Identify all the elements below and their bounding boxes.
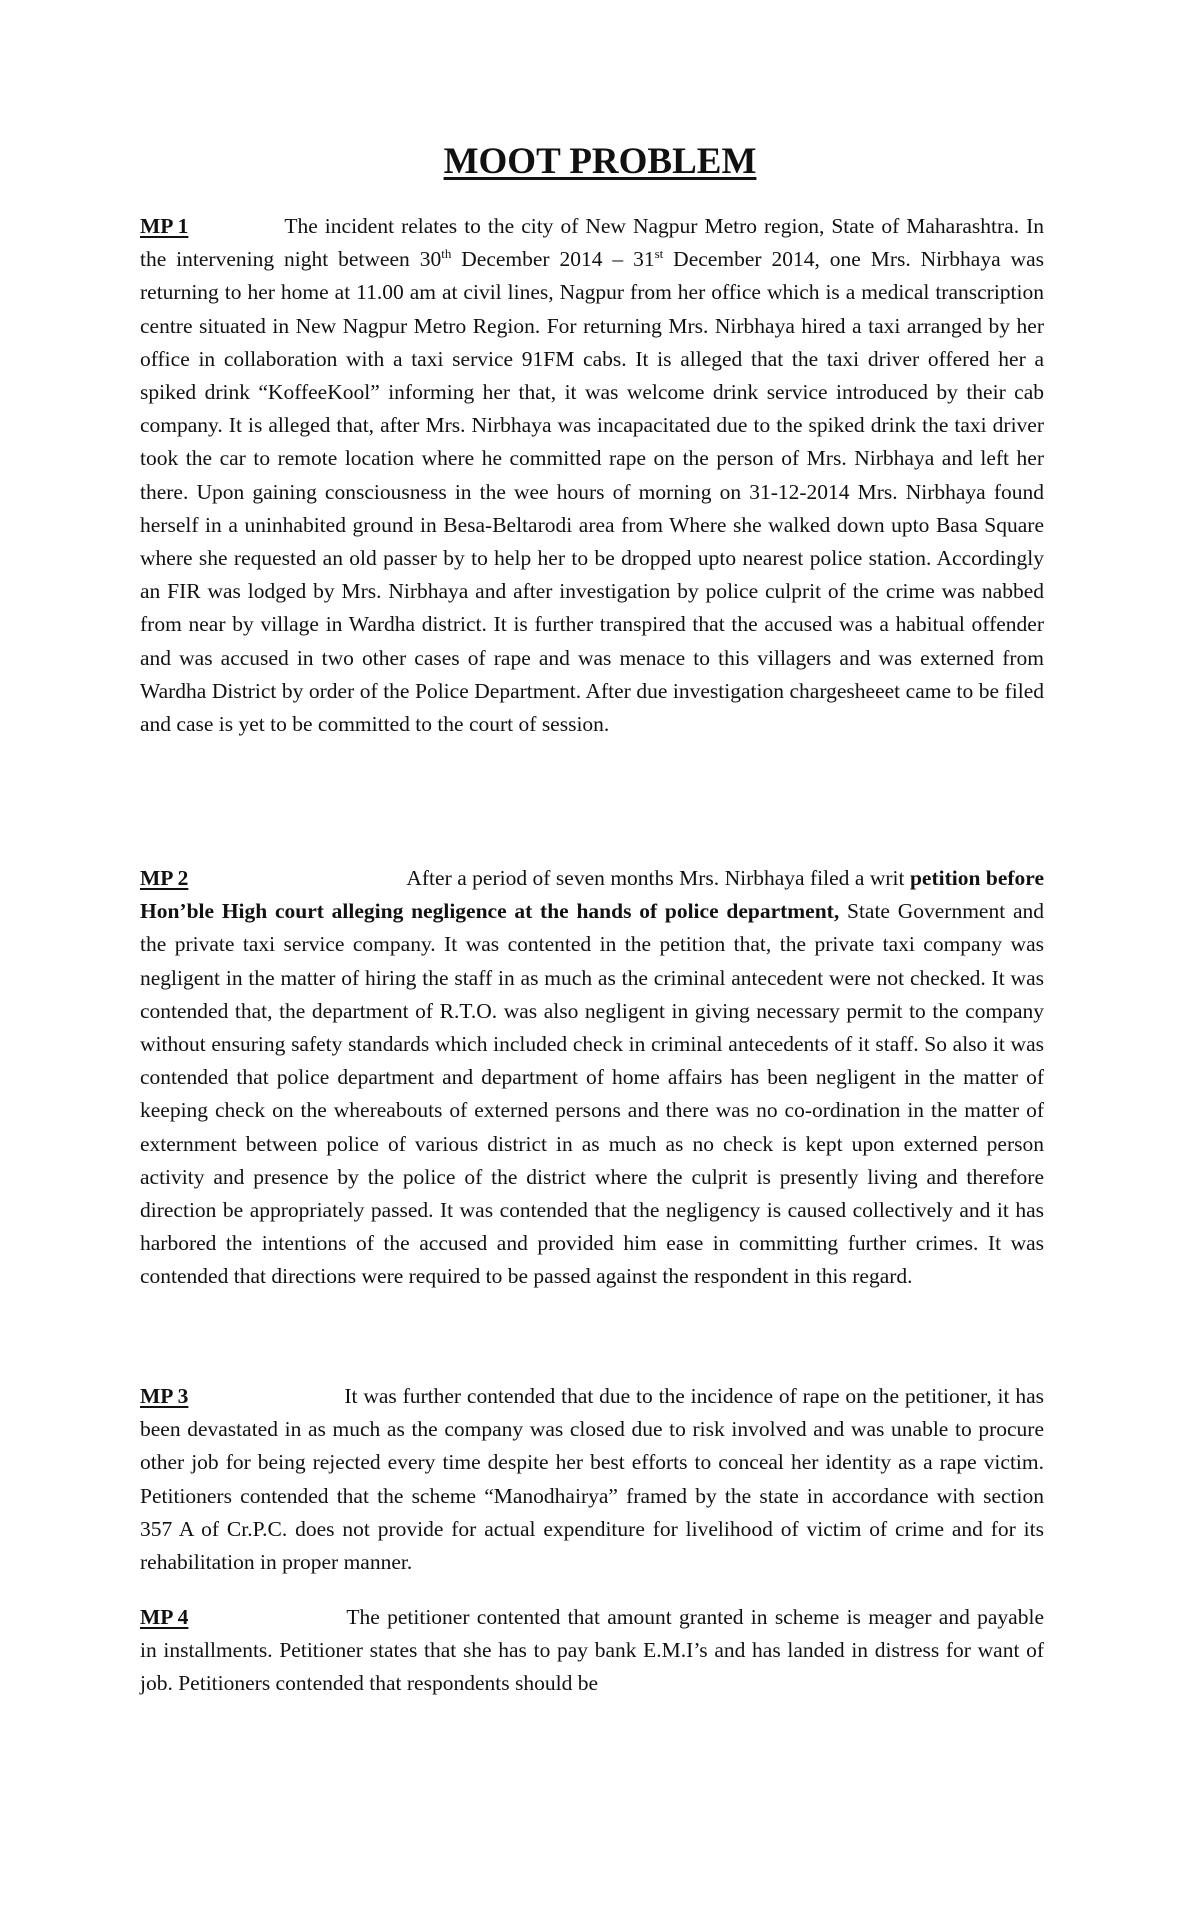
- paragraph-label-mp3: MP 3: [140, 1384, 189, 1408]
- paragraph-mp1-body: [140, 210, 1044, 741]
- paragraph-text: The petitioner contented that amount granted in scheme is meager and payable in installments. Petitioner states that she has to pay bank E.M.I’s and has landed in distress for want of job. Petitioners contended that respondents should be: [140, 1605, 1044, 1696]
- paragraph-mp2: [140, 862, 1044, 1294]
- document-title: MOOT PROBLEM: [443, 141, 757, 182]
- paragraph-mp3: [140, 1380, 1044, 1579]
- superscript: st: [654, 246, 664, 262]
- paragraph-mp3-body: [140, 1380, 1044, 1579]
- paragraph-mp4-body: [140, 1601, 1044, 1701]
- paragraph-mp2-body: [140, 862, 1044, 1294]
- paragraph-label-mp2: MP 2: [140, 866, 189, 890]
- paragraph-text: December 2014 – 31: [451, 247, 655, 272]
- paragraph-label-mp4: MP 4: [140, 1605, 189, 1629]
- paragraph-text: December 2014, one Mrs. Nirbhaya was returning to her home at 11.00 am at civil lines, Nagpur from her office which is a medical transcription centre situated in New Nagpur Metro Region. For returning Mrs. Nirbhaya hired a taxi arranged by her office in collaboration with a taxi service 91FM cabs. It is alleged that the taxi driver offered her a spiked drink “KoffeeKool” informing her that, it was welcome drink service introduced by their cab company. It is alleged that, after Mrs. Nirbhaya was incapacitated due to the spiked drink the taxi driver took the car to remote location where he committed rape on the person of Mrs. Nirbhaya and left her there. Upon gaining consciousness in the wee hours of morning on 31-12-2014 Mrs. Nirbhaya found herself in a uninhabited ground in Besa-Beltarodi area from Where she walked down upto Basa Square where she requested an old passer by to help her to be dropped upto nearest police station. Accordingly an FIR was lodged by Mrs. Nirbhaya and after investigation by police culprit of the crime was nabbed from near by village in Wardha district. It is further transpired that the accused was a habitual offender and was accused in two other cases of rape and was menace to this villagers and was externed from Wardha District by order of the Police Department. After due investigation chargesheeet came to be filed and case is yet to be committed to the court of session.: [140, 247, 1044, 737]
- paragraph-text: After a period of seven months Mrs. Nirbhaya filed a writ: [406, 866, 910, 890]
- paragraph-bold-text: petition before Hon’ble High court alleging negligence at the hands of police department,: [140, 866, 1044, 924]
- paragraph-text: State Government and the private taxi service company. It was contented in the petition that, the private taxi company was negligent in the matter of hiring the staff in as much as the criminal antecedent were not checked. It was contended that, the department of R.T.O. was also negligent in giving necessary permit to the company without ensuring safety standards which included check in criminal antecedents of it staff. So also it was contended that police department and department of home affairs has been negligent in the matter of keeping check on the whereabouts of externed persons and there was no co-ordination in the matter of externment between police of various district in as much as no check is kept upon externed person activity and presence by the police of the district where the culprit is presently living and therefore direction be appropriately passed. It was contended that the negligency is caused collectively and it has harbored the intentions of the accused and provided him ease in committing further crimes. It was contended that directions were required to be passed against the respondent in this regard.: [140, 899, 1044, 1289]
- paragraph-label-mp1: MP 1: [140, 214, 189, 238]
- superscript: th: [441, 246, 452, 262]
- paragraph-mp4: [140, 1601, 1044, 1701]
- paragraph-mp1: [140, 210, 1044, 741]
- paragraph-text: It was further contended that due to the incidence of rape on the petitioner, it has been devastated in as much as the company was closed due to risk involved and was unable to procure other job for being rejected every time despite her best efforts to conceal her identity as a rape victim. Petitioners contended that the scheme “Manodhairya” framed by the state in accordance with section 357 A of Cr.P.C. does not provide for actual expenditure for livelihood of victim of crime and for its rehabilitation in proper manner.: [140, 1384, 1044, 1575]
- paragraph-text: The incident relates to the city of New Nagpur Metro region, State of Maharashtra. In the intervening night between 30: [140, 214, 1044, 272]
